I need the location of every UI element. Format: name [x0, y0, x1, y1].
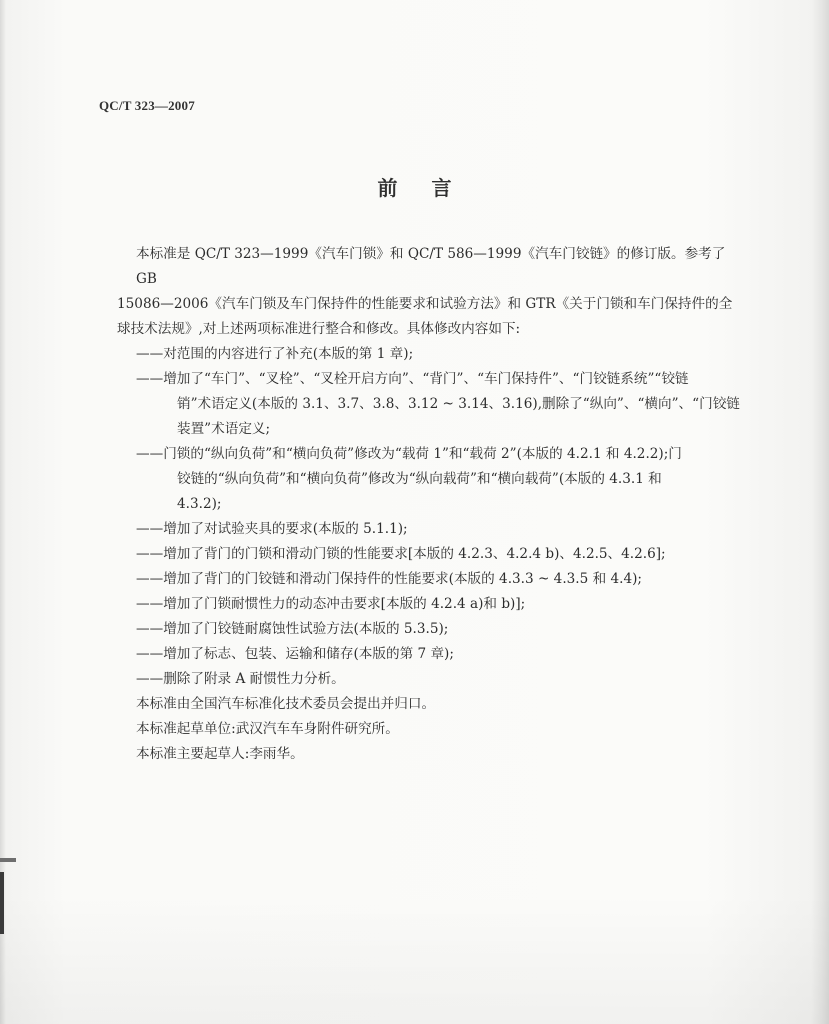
scan-left-shadow	[0, 0, 6, 1024]
change-item-9	[117, 642, 747, 667]
change-item-line: ——增加了对试验夹具的要求(本版的 5.1.1);	[136, 521, 408, 537]
intro-paragraph	[117, 242, 747, 342]
intro-line-1: 本标准是 QC/T 323—1999《汽车门锁》和 QC/T 586—1999《汽车门铰链》的修订版。参考了 GB	[136, 246, 726, 287]
scan-right-shadow	[811, 0, 829, 1024]
closing-statement-2	[117, 717, 747, 742]
change-item-line: ——增加了背门的门锁和滑动门锁的性能要求[本版的 4.2.3、4.2.4 b)、4.2.5、4.2.6];	[136, 546, 666, 562]
change-item-10	[117, 667, 747, 692]
closing-statement-1	[117, 692, 747, 717]
change-item-line: 铰链的“纵向负荷”和“横向负荷”修改为“纵向载荷”和“横向载荷”(本版的 4.3.1 和	[177, 471, 662, 487]
change-item-line: ——删除了附录 A 耐惯性力分析。	[136, 671, 345, 687]
change-item-line: 4.3.2);	[177, 496, 222, 512]
change-item-line: ——对范围的内容进行了补充(本版的第 1 章);	[136, 346, 414, 362]
intro-line-2: 15086—2006《汽车门锁及车门保持件的性能要求和试验方法》和 GTR《关于门锁和车门保持件的全	[117, 296, 733, 312]
change-item-7	[117, 592, 747, 617]
change-item-line: ——门锁的“纵向负荷”和“横向负荷”修改为“载荷 1”和“载荷 2”(本版的 4.2.1 和 4.2.2);门	[136, 446, 682, 462]
change-item-6	[117, 567, 747, 592]
change-item-3	[117, 442, 747, 517]
change-item-4	[117, 517, 747, 542]
closing-line: 本标准起草单位:武汉汽车车身附件研究所。	[136, 721, 399, 737]
change-item-line: ——增加了“车门”、“叉栓”、“叉栓开启方向”、“背门”、“车门保持件”、“门铰链系统”“铰链	[136, 371, 689, 387]
scan-edge-bar	[0, 872, 4, 934]
closing-line: 本标准由全国汽车标准化技术委员会提出并归口。	[136, 696, 436, 712]
closing-statement-3	[117, 742, 747, 767]
change-item-line: 销”术语定义(本版的 3.1、3.7、3.8、3.12 ~ 3.14、3.16),删除了“纵向”、“横向”、“门铰链	[177, 396, 740, 412]
page-title: 前言	[377, 176, 486, 200]
change-item-8	[117, 617, 747, 642]
change-item-2	[117, 367, 747, 442]
scan-edge-mark	[0, 858, 16, 862]
change-item-line: ——增加了背门的门铰链和滑动门保持件的性能要求(本版的 4.3.3 ~ 4.3.5 和 4.4);	[136, 571, 643, 587]
change-item-line: ——增加了门锁耐惯性力的动态冲击要求[本版的 4.2.4 a)和 b)];	[136, 596, 526, 612]
intro-line-3: 球技术法规》,对上述两项标准进行整合和修改。具体修改内容如下:	[117, 321, 521, 337]
scan-bottom-shadow	[0, 894, 829, 1024]
change-item-line: ——增加了标志、包装、运输和储存(本版的第 7 章);	[136, 646, 454, 662]
change-item-line: ——增加了门铰链耐腐蚀性试验方法(本版的 5.3.5);	[136, 621, 449, 637]
standard-code-header: QC/T 323—2007	[99, 98, 195, 113]
change-item-line: 装置”术语定义;	[177, 421, 271, 437]
change-item-5	[117, 542, 747, 567]
change-item-1	[117, 342, 747, 367]
foreword-body	[117, 242, 747, 767]
closing-line: 本标准主要起草人:李雨华。	[136, 746, 304, 762]
